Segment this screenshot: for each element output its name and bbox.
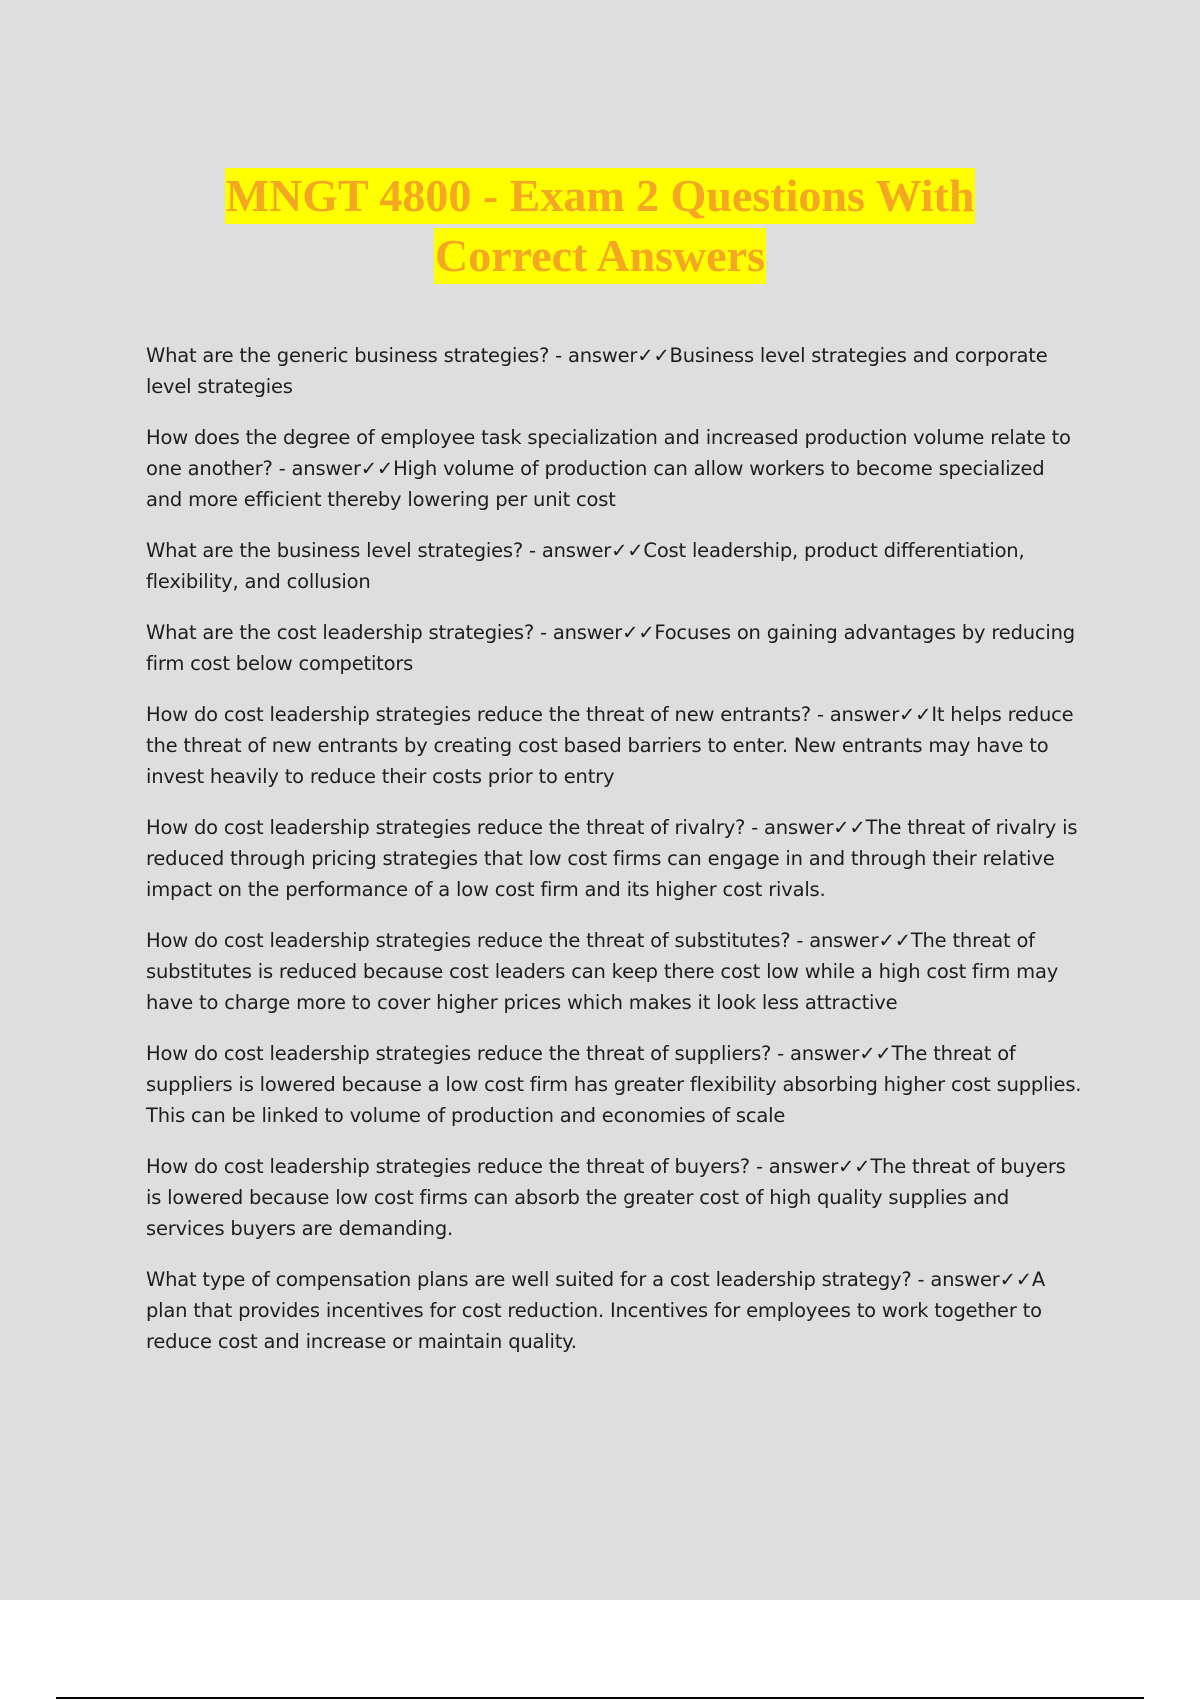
qa-item	[146, 422, 1086, 515]
double-check-icon: ✓✓	[622, 621, 655, 644]
qa-question: What are the generic business strategies?	[146, 344, 550, 367]
double-check-icon: ✓✓	[833, 816, 866, 839]
qa-question: How does the degree of employee task specialization and increased production volume relate to one another?	[146, 426, 1071, 480]
double-check-icon: ✓✓	[859, 1042, 892, 1065]
double-check-icon: ✓✓	[838, 1155, 871, 1178]
qa-answer: High volume of production can allow workers to become specialized and more efficient thereby lowering per unit cost	[146, 457, 1045, 511]
qa-item	[146, 340, 1086, 402]
qa-item	[146, 812, 1086, 905]
qa-answer: A plan that provides incentives for cost reduction. Incentives for employees to work together to reduce cost and increase or maintain quality.	[146, 1268, 1046, 1353]
qa-answer: The threat of rivalry is reduced through pricing strategies that low cost firms can engage in and through their relative impact on the performance of a low cost firm and its higher cost rivals.	[146, 816, 1078, 901]
qa-question: How do cost leadership strategies reduce the threat of buyers?	[146, 1155, 750, 1178]
qa-item	[146, 925, 1086, 1018]
page-title	[0, 168, 1200, 288]
answer-separator: - answer	[790, 929, 879, 952]
qa-item	[146, 617, 1086, 679]
qa-question: What type of compensation plans are well suited for a cost leadership strategy?	[146, 1268, 912, 1291]
qa-question: How do cost leadership strategies reduce the threat of new entrants?	[146, 703, 811, 726]
answer-separator: - answer	[523, 539, 612, 562]
answer-separator: - answer	[771, 1042, 860, 1065]
title-line-1-wrap	[0, 168, 1200, 228]
qa-answer: The threat of buyers is lowered because low cost firms can absorb the greater cost of high quality supplies and services buyers are demanding.	[146, 1155, 1066, 1240]
qa-answer: Business level strategies and corporate level strategies	[146, 344, 1048, 398]
answer-separator: - answer	[272, 457, 361, 480]
qa-question: What are the cost leadership strategies?	[146, 621, 535, 644]
title-line-2-wrap	[0, 228, 1200, 288]
qa-item	[146, 535, 1086, 597]
answer-separator: - answer	[911, 1268, 1000, 1291]
qa-question: How do cost leadership strategies reduce the threat of substitutes?	[146, 929, 791, 952]
qa-answer: It helps reduce the threat of new entrants by creating cost based barriers to enter. New entrants may have to invest heavily to reduce their costs prior to entry	[146, 703, 1074, 788]
qa-answer: Focuses on gaining advantages by reducing firm cost below competitors	[146, 621, 1075, 675]
double-check-icon: ✓✓	[637, 344, 670, 367]
double-check-icon: ✓✓	[999, 1268, 1032, 1291]
double-check-icon: ✓✓	[611, 539, 644, 562]
qa-question: What are the business level strategies?	[146, 539, 524, 562]
title-line-2: Correct Answers	[434, 228, 766, 284]
qa-question: How do cost leadership strategies reduce the threat of rivalry?	[146, 816, 746, 839]
bottom-divider	[56, 1697, 1144, 1699]
double-check-icon: ✓✓	[360, 457, 394, 480]
double-check-icon: ✓✓	[899, 703, 932, 726]
answer-separator: - answer	[549, 344, 638, 367]
double-check-icon: ✓✓	[878, 929, 911, 952]
qa-list	[146, 340, 1086, 1377]
title-line-1: MNGT 4800 - Exam 2 Questions With	[225, 168, 976, 224]
qa-item	[146, 1151, 1086, 1244]
qa-item	[146, 1038, 1086, 1131]
answer-separator: - answer	[810, 703, 900, 726]
qa-item	[146, 1264, 1086, 1357]
answer-separator: - answer	[534, 621, 623, 644]
qa-question: How do cost leadership strategies reduce the threat of suppliers?	[146, 1042, 772, 1065]
qa-answer: The threat of suppliers is lowered because a low cost firm has greater flexibility absorbing higher cost supplies. This can be linked to volume of production and economies of scale	[146, 1042, 1082, 1127]
qa-item	[146, 699, 1086, 792]
qa-answer: Cost leadership, product differentiation, flexibility, and collusion	[146, 539, 1025, 593]
answer-separator: - answer	[745, 816, 834, 839]
answer-separator: - answer	[749, 1155, 839, 1178]
qa-answer: The threat of substitutes is reduced because cost leaders can keep there cost low while a high cost firm may have to charge more to cover higher prices which makes it look less attractive	[146, 929, 1059, 1014]
